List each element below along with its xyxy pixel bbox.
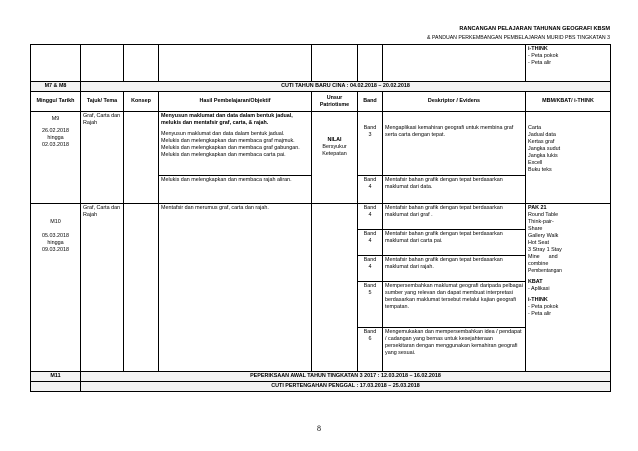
m9-topic: Graf, Carta dan Rajah xyxy=(81,112,124,204)
holiday-text: CUTI TAHUN BARU CINA : 04.02.2018 – 20.02.2018 xyxy=(81,82,611,92)
col-band: Band xyxy=(358,92,383,112)
m9-values-cell xyxy=(312,112,358,204)
col-objective: Hasil Pembelajaran/Objektif xyxy=(159,92,312,112)
m10-descriptor: Mengemukakan dan mempersembahkan idea / pendapat / cadangan yang bernas untuk kesejahteraan persekitaran dengan menggunakan kemahiran geografi yang sesuai. xyxy=(383,328,526,372)
kbat-title: KBAT xyxy=(528,278,543,285)
tool-item: Pembentangan xyxy=(528,268,562,275)
holiday-row xyxy=(31,82,611,92)
m10-objective: Mentafsir dan merumus graf, carta dan rajah. xyxy=(159,204,312,372)
m10-band: Band 4 xyxy=(358,204,383,230)
pak21-title: PAK 21 xyxy=(528,205,547,212)
document-title: RANCANGAN PELAJARAN TAHUNAN GEOGRAFI KBSM xyxy=(459,26,610,32)
objective-item: Melukis dan melengkapkan dan membaca graf majmuk. xyxy=(161,138,295,145)
m9-week-cell xyxy=(31,112,81,204)
date-from: 05.03.2018 xyxy=(42,233,69,240)
m10-topic: Graf, Carta dan Rajah xyxy=(81,204,124,372)
ithink-item: - Peta pokok xyxy=(528,303,559,310)
hingga-label: hingga xyxy=(47,135,64,142)
m10-week-cell xyxy=(31,204,81,372)
date-to: 02.03.2018 xyxy=(42,142,69,149)
m10-band: Band 4 xyxy=(358,230,383,256)
date-from: 26.02.2018 xyxy=(42,128,69,135)
objective-item: Melukis dan melengkapkan dan membaca carta pai. xyxy=(161,152,286,159)
page-number: 8 xyxy=(317,424,321,433)
m9-objective-b: Melukis dan melengkapkan dan membaca rajah aliran. xyxy=(159,176,312,204)
col-values: Unsur Patriotisme xyxy=(312,92,358,112)
values-item: Ketepatan xyxy=(322,151,347,158)
m9-concept xyxy=(124,112,159,204)
holiday-week: M7 & M8 xyxy=(31,82,81,92)
tool-item: Kertas graf xyxy=(528,139,555,146)
tool-item: Gallery Walk xyxy=(528,233,559,240)
m11-week: M11 xyxy=(31,372,81,382)
tool-item: Round Table xyxy=(528,212,559,219)
week-label: M10 xyxy=(50,219,61,226)
tool-item: Carta xyxy=(528,125,542,132)
top-ithink-cell xyxy=(526,45,611,82)
tool-item: Think-pair- xyxy=(528,219,554,226)
tool-item: Jadual data xyxy=(528,132,556,139)
objective-title: Menyusun maklumat dan data dalam bentuk jadual, melukis dan mentafsir graf, carta, & rajah. xyxy=(161,113,293,127)
m9-row-a xyxy=(31,112,611,176)
m9-descriptor-a: Mengaplikasi kemahiran geografi untuk membina graf serta carta dengan tepat. xyxy=(383,112,526,176)
m10-descriptor: Mempersembahkan maklumat geografi daripada pelbagai sumber yang relevan dan dapat membuat interpretasi berdasarkan maklumat tersebut melalui kajian geografi tempatan. xyxy=(383,282,526,328)
holiday2-text: CUTI PERTENGAHAN PENGGAL : 17.03.2018 – 25.03.2018 xyxy=(81,382,611,392)
top-continuation-row xyxy=(31,45,611,82)
col-descriptor: Deskriptor / Evidens xyxy=(383,92,526,112)
m10-tools-cell xyxy=(526,204,611,372)
m10-descriptor: Mentafsir bahan grafik dengan tepat berdasarkan maklumat dari graf . xyxy=(383,204,526,230)
tool-item: Mine and xyxy=(528,254,558,261)
col-tools: MBM/KBAT/ i-THINK xyxy=(526,92,611,112)
m10-band: Band 5 xyxy=(358,282,383,328)
values-item: Bersyukur xyxy=(322,144,347,151)
tool-item: Hot Seat xyxy=(528,240,549,247)
m11-row xyxy=(31,372,611,382)
kbat-item: - Aplikasi xyxy=(528,285,550,292)
hingga-label: hingga xyxy=(47,240,64,247)
m10-band: Band 4 xyxy=(358,256,383,282)
tool-item: combine xyxy=(528,261,549,268)
m10-row-1 xyxy=(31,204,611,230)
m10-band: Band 6 xyxy=(358,328,383,372)
m10-descriptor: Mentafsir bahan grafik dengan tepat berdasarkan maklumat dari carta pai. xyxy=(383,230,526,256)
objective-item: Menyusun maklumat dan data dalam bentuk jadual. xyxy=(161,131,285,138)
holiday2-row xyxy=(31,382,611,392)
objective-item: Melukis dan melengkapkan dan membaca graf gabungan. xyxy=(161,145,300,152)
m10-values xyxy=(312,204,358,372)
col-topic: Tajuk/ Tema xyxy=(81,92,124,112)
ithink-item: - Peta pokok xyxy=(528,53,559,60)
ithink-item: - Peta alir xyxy=(528,310,552,317)
m9-band-a: Band 3 xyxy=(358,112,383,176)
tool-item: Excell xyxy=(528,160,543,167)
lesson-plan-table xyxy=(30,44,611,392)
tool-item: 3 Stray 1 Stay xyxy=(528,247,562,254)
ithink-title: i-THINK xyxy=(528,296,548,303)
m9-tools-cell xyxy=(526,112,611,204)
week-label: M9 xyxy=(51,116,60,123)
tool-item: Share xyxy=(528,226,543,233)
col-concept: Konsep xyxy=(124,92,159,112)
tool-item: Jangka lukis xyxy=(528,153,558,160)
m9-objective-cell xyxy=(159,112,312,176)
tool-item: Jangka sudut xyxy=(528,146,561,153)
ithink-item: - Peta alir xyxy=(528,60,552,67)
document-subtitle: & PANDUAN PERKEMBANGAN PEMBELAJARAN MURID PBS TINGKATAN 3 xyxy=(427,35,610,41)
m10-descriptor: Mentafsir bahan grafik dengan tepat berdasarkan maklumat dari rajah. xyxy=(383,256,526,282)
col-week: Minggu/ Tarikh xyxy=(31,92,81,112)
tool-item: Buku teks xyxy=(528,167,552,174)
column-header-row xyxy=(31,92,611,112)
date-to: 09.03.2018 xyxy=(42,247,69,254)
m9-descriptor-b: Mentafsir bahan grafik dengan tepat berdasarkan maklumat dari data. xyxy=(383,176,526,204)
m11-text: PEPERIKSAAN AWAL TAHUN TINGKATAN 3 2017 : 12.03.2018 – 16.02.2018 xyxy=(81,372,611,382)
m9-band-b: Band 4 xyxy=(358,176,383,204)
values-title: NILAI xyxy=(327,137,342,144)
m10-concept xyxy=(124,204,159,372)
ithink-title: i-THINK xyxy=(528,46,548,52)
